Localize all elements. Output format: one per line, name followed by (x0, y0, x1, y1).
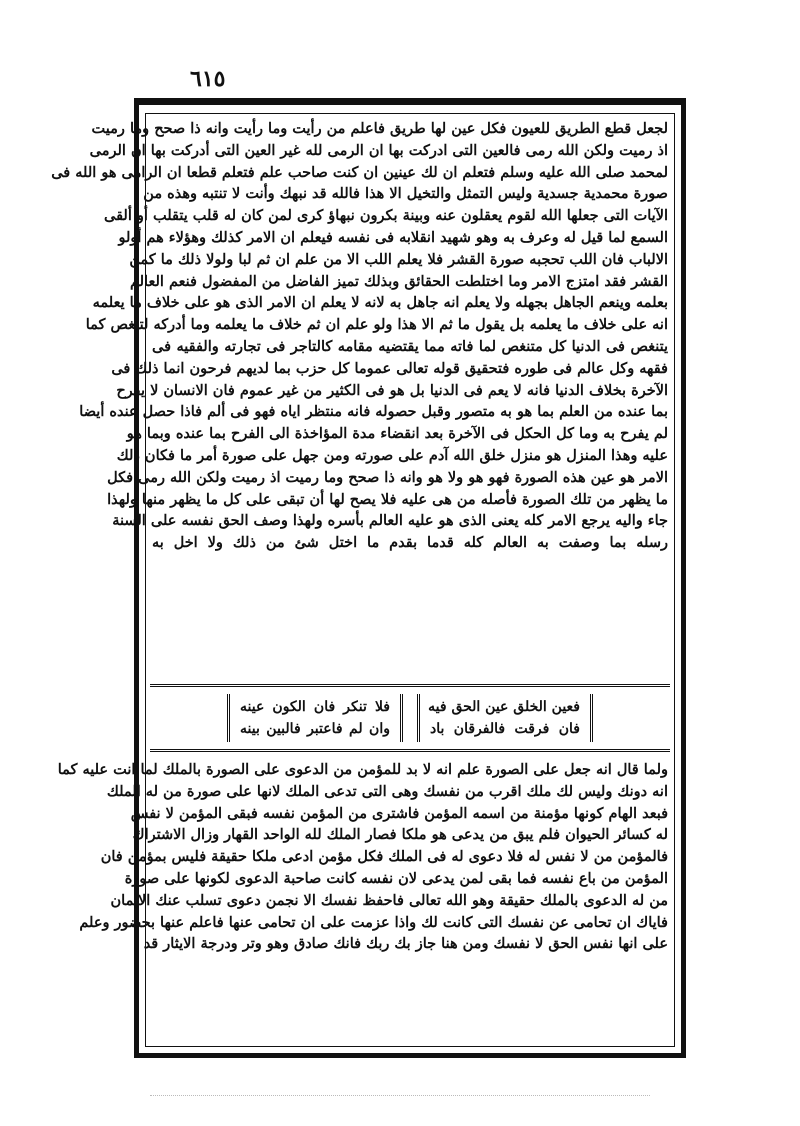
text-line: المؤمن من باع نفسه فما بقى لمن يدعى لان نفسه كانت صاحبة الدعوى لكونها على صورة (124, 869, 668, 887)
text-line: ما يظهر من تلك الصورة فأصله من هى عليه فلا يصح لها أن تبقى على كل ما يظهر منها ولهذا (107, 490, 668, 508)
text-line: عليه وهذا المنزل هو منزل خلق الله آدم على صورته ومن جهل على صورة أمر ما فكان ذلك (116, 446, 668, 464)
text-line: له كسائر الحيوان فلم يبق من يدعى هو ملكا فصار الملك لله الواحد القهار وزال الاشتراك (132, 826, 668, 844)
text-line: لجعل قطع الطريق للعيون فكل عين لها طريق فاعلم من رأيت وما رأيت وانه ذا صحح وما رميت (91, 120, 668, 137)
text-line: على انها نفس الحق لا نفسك ومن هنا جاز بك ربك فانك صادق وهو وتر ودرجة الايثار قد (143, 935, 668, 953)
text-line: فالمؤمن من لا نفس له فلا دعوى له فى الملك فكل مؤمن ادعى ملكا حقيقة فليس بمؤمن فان (100, 848, 668, 866)
text-line: انه دونك وليس لك ملك اقرب من نفسك وهى التى تدعى الملك لانها على صورة من له الملك (106, 782, 668, 800)
page-border-frame (51, 98, 686, 1058)
verse-line: فلا تنكر فان الكون عينه (240, 699, 390, 715)
text-line: لمحمد صلى الله عليه وسلم فتعلم ان لك عينين ان كنت صاحب علم فتعلم قطعا ان الرامى هو الله فى (51, 163, 668, 181)
bottom-text-block (57, 759, 668, 955)
text-line: يتنغص فى الدنيا كل متنغص لما فاته مما يقتضيه مقامه كالتاجر فى تجارته والفقيه فى (152, 337, 668, 355)
text-line: اذ رميت ولكن الله رمى فالعين التى ادركت بها ان الرمى لله غير العين التى أدركت بها ان الرمى (89, 141, 668, 159)
text-line: الالباب فان اللب تحجبه صورة القشر فلا يعلم اللب الا من علم ان ثم لبا ولولا ذلك ما كمن (129, 250, 668, 268)
text-line: الامر هو عين هذه الصورة فهو هو ولا هو وانه ذا صحح وما رميت اذ رميت ولكن الله رمى فكل (107, 468, 668, 486)
text-line: السمع لما قيل له وعرف به وهو شهيد انقلابه فى نفسه فيعلم ان الامر كذلك وهؤلاء هم أولو (118, 228, 668, 246)
page-number: ٦١٥ (190, 66, 226, 92)
text-line: لم يفرح به وما كل الحكل فى الآخرة بعد انقضاء مدة المؤاخذة الى الفرح بما عنده وبما هو (126, 425, 668, 443)
main-text-block (51, 118, 668, 554)
inner-border (51, 113, 675, 1047)
text-line: فقهه وكل عالم فى طوره فتحقيق قوله تعالى عموما كل حزب بما لديهم فرحون انما ذلك فى (111, 359, 668, 377)
verse-line: وان لم فاعتبر فالبين بينه (240, 721, 390, 737)
text-line: فاياك ان تحامى عن نفسك التى كانت لك واذا عزمت على ان تحامى عنها فاعلم عنها بحضور وعلم (79, 913, 668, 931)
text-line: الآيات التى جعلها الله لقوم يعقلون عنه وبينة بكرون نبهاؤ كرى لمن كان له قلب يتقلب أو ألقى (103, 207, 668, 225)
poem-left-hemistich (227, 694, 403, 742)
page-bottom-margin (150, 1095, 650, 1106)
text-line: انه على خلاف ما يعلمه بل يقول ما ثم الا هذا ولو علم ان ثم خلاف ما يعلمه وما أدركه لتنغص كما (85, 316, 668, 334)
text-line: ولما قال انه جعل على الصورة علم انه لا بد للمؤمن من الدعوى على الصورة بالملك لما انت عليه كما (57, 761, 668, 778)
text-line: فبعد الهام كونها مؤمنة من اسمه المؤمن فاشترى من المؤمن نفسه فبقى المؤمن لا نفس (130, 804, 668, 822)
verse-line: فان فرقت فالفرقان باد (430, 721, 580, 737)
text-line: رسله بما وصفت به العالم كله قدما بقدم ما اختل شئ من ذلك ولا اخل به (152, 534, 668, 552)
poem-box (150, 684, 670, 752)
poem-right-hemistich (417, 694, 593, 742)
text-line: القشر فقد امتزج الامر وما اختلطت الحقائق وبذلك تميز الفاضل من المفضول فنعم العالم (129, 272, 668, 290)
text-line: صورة محمدية جسدية وليس التمثل والتخيل الا هذا فالله قد نبهك وأنت لا تنتبه وهذه من (143, 185, 668, 203)
verse-line: فعين الخلق عين الحق فيه (428, 699, 580, 715)
text-line: الآخرة بخلاف الدنيا فانه لا يعم فى الدنيا بل هو فى الكثير من غير عموم فان الانسان لا يفرح (116, 381, 668, 399)
text-line: جاء واليه يرجع الامر كله يعنى الذى هو عليه العالم بأسره ولهذا وصف الحق نفسه على السنة (112, 512, 668, 530)
text-line: بما عنده من العلم بما هو به متصور وقبل حصوله فانه منتظر اياه فهو فى ألم فاذا حصل عنده أيضا (79, 403, 668, 421)
text-line: بعلمه وينعم الجاهل بجهله ولا يعلم انه جاهل به لانه لا يعلم ان الامر الذى هو على خلاف ما يعلمه (92, 294, 668, 312)
text-line: من له الدعوى بالملك حقيقة وهو الله تعالى فاحفظ نفسك الا نجمن دعوى تسلب عنك الايمان (110, 891, 668, 909)
